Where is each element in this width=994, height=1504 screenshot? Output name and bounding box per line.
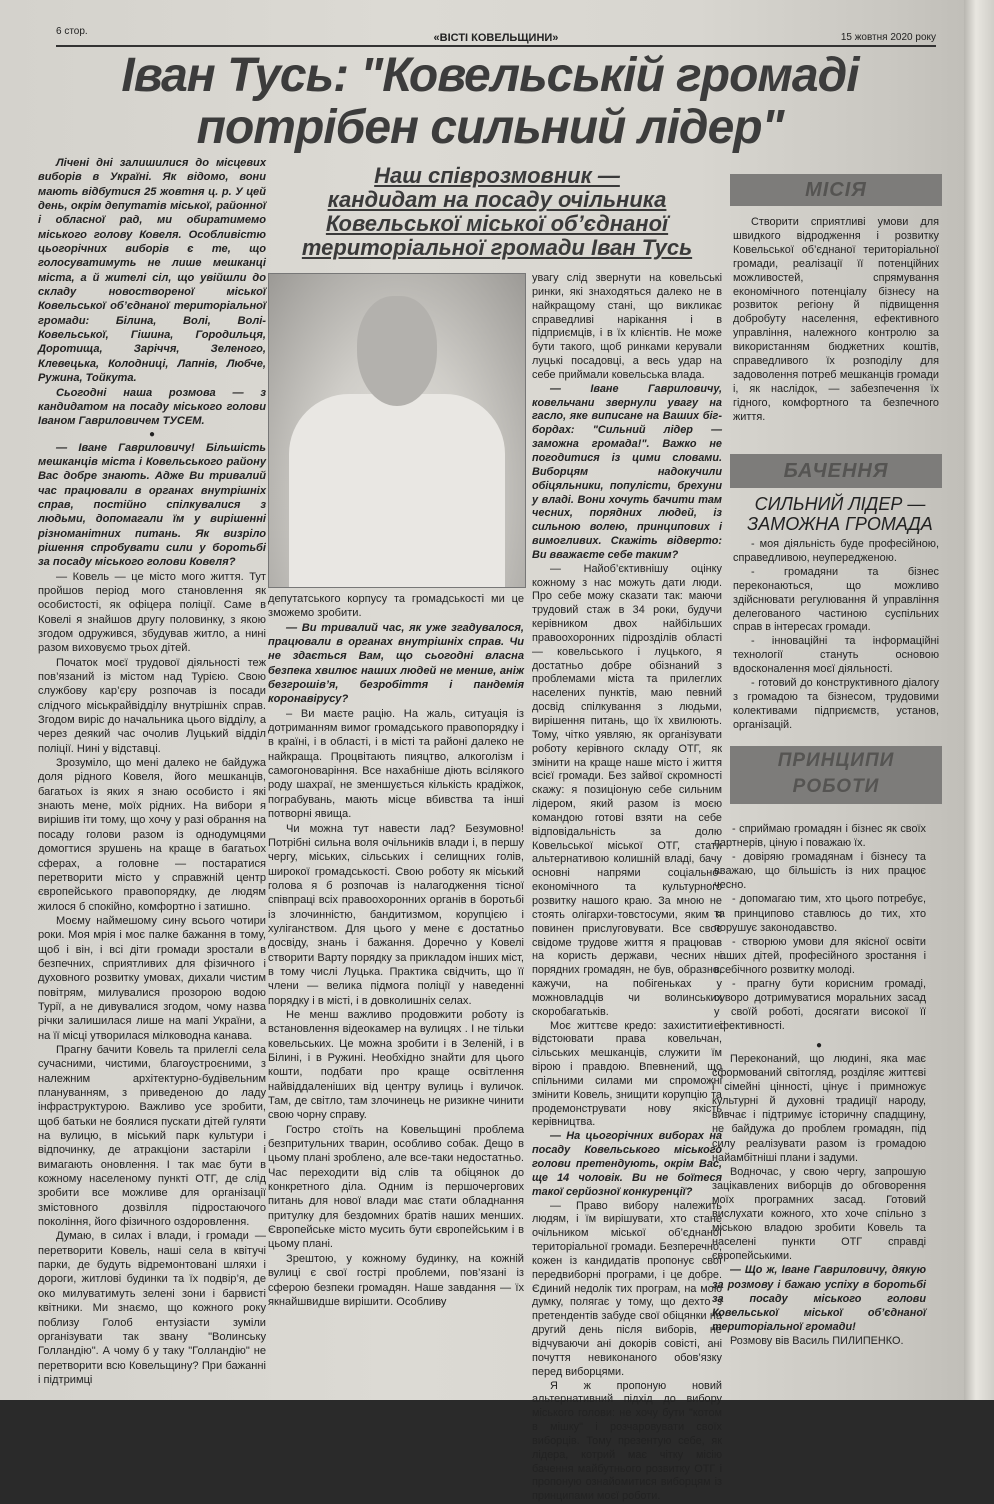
vision-item: - моя діяльність буде професійною, справедливою, неупередженою. (733, 538, 939, 566)
subhead-line-3: Ковельської міської об’єднаної (262, 212, 732, 236)
vision-title: БАЧЕННЯ (784, 460, 889, 482)
photo-figure-body (289, 394, 505, 587)
principles-title-line-2: РОБОТИ (730, 774, 942, 800)
paragraph: Переконаний, що людині, яка має сформований світогляд, розділяє життєві і сімейні цінності, цінує і примножує культурні й духовні традиції народу, вивчає і підтримує історичну спадщину, не байдужа до проблем громадян, під силу реалізувати разом із громадою найамбітніші плани і задуми. (712, 1052, 926, 1165)
vision-list (733, 538, 939, 733)
paragraph: депутатського корпусу та громадськості ми це зможемо зробити. (268, 592, 524, 621)
mission-text: Створити сприятливі умови для швидкого відродження і розвитку Ковельської об’єднаної територіальної громади, реалізації її потенційних можливостей, спрямування економічного потенціалу бізнесу на розвиток регіону й підвищення добробуту населення, ефективного управління, належного контролю за використанням бюджетних коштів, справедливого їх розподілу для задоволення потреб мешканців громади і, як наслідок, — забезпечення їх гідного, комфортного та безпечного життя. (733, 216, 939, 425)
bullet-separator: ● (712, 1040, 926, 1052)
photo-figure-head (357, 296, 437, 406)
column-2 (268, 592, 524, 1309)
paragraph: — Іване Гавриловичу! Більшість мешканців міста і Ковельського району Вас добре знають. Адже Ви тривалий час працювали в органах внутрішніх справ, постійно спілкувалися з людьми, допомагали їм у вирішенні різноманітних питань. Як визріло рішення спробувати сили у боротьбі за посаду міського голови Ковеля? (38, 441, 266, 570)
page-number: 6 стор. (56, 26, 88, 37)
principles-list (714, 822, 926, 1033)
paragraph: Лічені дні залишилися до місцевих виборів в Україні. Як відомо, вони мають відбутися 25 жовтня ц. р. У цей день, окрім депутатів міської, районної і обласної рад, ми обиратимемо міського голову Ковеля. Особливістю цьогорічних виборів є те, що голосуватимуть не лише мешканці міста, а й жителі сіл, що увійшли до складу новоствореної міської Ковельської об’єднаної територіальної громади: Білина, Волі, Волі-Ковельської, Гішина, Городильця, Доротища, Заріччя, Зеленого, Клевецька, Колодниці, Лапнів, Любче, Ружина, Тойкута. (38, 156, 266, 386)
article-headline (40, 50, 940, 154)
header-rule (56, 45, 936, 47)
page-header (56, 26, 936, 42)
paragraph: Початок моєї трудової діяльності теж пов’язаний із містом над Турією. Свою службову кар’єру розпочав із посади слідчого міськрайвідділу внутрішніх справ. Згодом виріс до начальника цього відділу, а через деякий час очолив Луцький відділ поліції. Нині у відставці. (38, 656, 266, 756)
paragraph: Сьогодні наша розмова — з кандидатом на посаду міського голови Іваном Гавриловичем ТУСЕМ. (38, 386, 266, 429)
article-subhead (262, 164, 732, 260)
subhead-line-1: Наш співрозмовник — (262, 164, 732, 188)
vision-item: - громадяни та бізнес переконаються, що можливо здійснювати регулювання й управління делегованого частиною суспільних справ в інтересах громади. (733, 566, 939, 636)
headline-line-1: Іван Тусь: "Ковельській громаді (40, 50, 940, 102)
paragraph: — Право вибору належить людям, і їм вирішувати, хто стане очільником міської об’єднаної територіальної громади. Безперечно, кожен із кандидатів пропонує свої передвиборні програми, і це добре. Єдиний недолік тих програм, на мою думку, полягає у тому, що дехто з претендентів забуде свої обіцянки на другий день після виборів, не відчуваючи ані докорів совісті, ані почуття невиконаного обов’язку перед виборцями. (532, 1200, 722, 1380)
paragraph: Водночас, у свою чергу, запрошую зацікавлених виборців до обговорення моїх програмних засад. Готовий вислухати кожного, хто хоче спільно з міською владою зробити Ковель та населені пункти ОТГ справді європейськими. (712, 1165, 926, 1264)
mission-title: МІСІЯ (805, 179, 867, 201)
principle-item: - допомагаю тим, хто цього потребує, та принципово ставлюсь до тих, хто порушує законодавство. (714, 892, 926, 934)
column-1 (38, 156, 266, 1387)
principle-item: - довіряю громадянам і бізнесу та вважаю, що більшість із них працює чесно. (714, 850, 926, 892)
subhead-line-2: кандидат на посаду очільника (262, 188, 732, 212)
paragraph: – Ви маєте рацію. На жаль, ситуація із дотриманням вимог громадського правопорядку і в країні, і в області, і в місті та районі далеко не найкраща. Процвітають пияцтво, алкоголізм і самогоноваріння. Все нахабніше діють всілякого роду шахраї, не зменшується кількість крадіжок, пограбувань, мають місце вбивства та інші потворні явища. (268, 707, 524, 822)
principle-item: - створюю умови для якісної освіти наших дітей, професійного зростання і всебічного розвитку молоді. (714, 935, 926, 977)
paragraph: Прагну бачити Ковель та прилеглі села сучасними, чистими, благоустроєними, з належним архітектурно-будівельним плануванням, з приведеною до ладу інфраструктурою. Важливо усе зробити, щоб батьки не боялися пускати дітей гуляти на вулицю, в міський парк культури і відпочинку, де атракціони застаріли і вимагають оновлення. І так має бути в кожному населеному пункті ОТГ, де слід зробити все можливе для організації змістовного дозвілля підростаючого покоління, його фізичного оздоровлення. (38, 1043, 266, 1229)
principles-title-line-1: ПРИНЦИПИ (730, 748, 942, 774)
vision-slogan-line-1: СИЛЬНИЙ ЛІДЕР — (735, 494, 945, 514)
closing-block (712, 1040, 926, 1348)
principle-item: - прагну бути корисним громаді, суворо дотримуватися моральних засад у своїй роботі, досягати високої її ефективності. (714, 977, 926, 1033)
page-fold (964, 0, 994, 1400)
paragraph: — Ковель — це місто мого життя. Тут пройшов період мого становлення як особистості, як офіцера поліції. Саме в Ковелі я знайшов другу половинку, з якою згодом одружився, збудував житло, а нині разом виховуємо трьох дітей. (38, 570, 266, 656)
paragraph: увагу слід звернути на ковельські ринки, які знаходяться далеко не в найкращому стані, що викликає справедливі нарікання і в підприємців, і в їх клієнтів. Не може бути такого, щоб ринками керували луцькі посадовці, а весь удар на себе приймали ковельська влада. (532, 272, 722, 383)
paragraph: — Що ж, Іване Гавриловичу, дякую за розмову і бажаю успіху в боротьбі за посаду міського голови Ковельської міської об’єднаної територіальної громади! (712, 1263, 926, 1333)
paragraph: Зрештою, у кожному будинку, на кожній вулиці є свої гострі проблеми, пов’язані із сферою безпеки громадян. Наше завдання — їх якнайшвидше вирішити. Особливу (268, 1252, 524, 1309)
paragraph: — Найоб’єктивнішу оцінку кожному з нас можуть дати люди. Про себе можу сказати так: маючи трудовий стаж в 34 роки, будучи керівником двох найбільших правоохоронних підрозділів області — ковельського і луцького, я достатньо добре обізнаний з проблемами міста та прилеглих населених пунктів, маю певний досвід спілкування з людьми, вирішення питань, що їх хвилюють. Тому, чітко уявляю, як організувати роботу керівного складу ОТГ, як змінити на краще наше місто і життя всієї громади. Без зайвої скромності скажу: я позиціоную себе сильним лідером, який разом із моєю командою готові взяти на себе відповідальність за долю Ковельської міської ОТГ, стати альтернативою колишній владі, бачу основні напрями соціально-економічного та культурного розвитку нашого краю. За мною не стоять олігархи-товстосуми, яким я повинен прислуговувати. Все своє свідоме трудове життя я працював на користь держави, чесних і порядних громадян, не був, образно, кажучи, на побігеньках у можновладців чи волинських скоробагатьків. (532, 563, 722, 1020)
issue-date: 15 жовтня 2020 року (841, 32, 936, 43)
paragraph: Моє життєве кредо: захистити і відстоювати права ковельчан, сільських мешканців, служити їм вірою і правдою. Впевнений, що спільними силами ми спроможні змінити Ковель, знищити корупцію та продемонструвати нову якість керівництва. (532, 1020, 722, 1131)
vision-slogan-line-2: ЗАМОЖНА ГРОМАДА (735, 514, 945, 534)
paragraph: Чи можна тут навести лад? Безумовно! Потрібні сильна воля очільників влади і, в першу чергу, міських, сільських і селищних голів, широкої громадськості. Свою роботу як міський голова я б розпочав із налагодження тісної співпраці всіх правоохоронних органів в боротьбі із злочинністю, бандитизмом, корупцією і хуліганством. Для цього у мене є достатньо досвіду, знань і бажання. Доречно у Ковелі створити Варту порядку за прикладом інших міст, в тому числі Луцька. Практика свідчить, що її члени — велика підмога поліції у наведенні порядку і в місті, і в довколишніх селах. (268, 822, 524, 1008)
paragraph: Гостро стоїть на Ковельщині проблема безпритульних тварин, особливо собак. Дещо в цьому плані зроблено, але все-таки недостатньо. Час переходити від слів та обіцянок до конкретного діла. Одним із першочергових питань для нової влади має стати обладнання притулку для бездомних братів наших менших. Європейське місто мусить бути європейським і в цьому плані. (268, 1123, 524, 1252)
candidate-photo (268, 273, 526, 588)
paragraph: Розмову вів Василь ПИЛИПЕНКО. (712, 1334, 926, 1348)
paragraph: Зрозуміло, що мені далеко не байдужа доля рідного Ковеля, його мешканців, багатьох із яких я знаю особисто і які знають мене, моїх рідних. На вибори я вирішив іти тому, що хочу у разі обрання на посаду голови разом із однодумцями домогтися зрушень на краще в багатьох сферах, а головне — постаратися перетворити місто у справжній центр європейського правопорядку, де людям жилося б спокійно, комфортно і затишно. (38, 756, 266, 914)
subhead-line-4: територіальної громади Іван Тусь (262, 236, 732, 260)
newspaper-name: «ВІСТІ КОВЕЛЬЩИНИ» (56, 32, 936, 44)
vision-section-bar (730, 454, 942, 488)
mission-text-block (733, 216, 939, 425)
paragraph: Думаю, в силах і влади, і громади — перетворити Ковель, наші села в квітучі парки, де будуть відремонтовані шляхи і дороги, житлові будинки та їх подвір’я, де око милуватимуть зелені зони і барвисті квітники. Ми знаємо, що кожного року поблизу Голоб ентузіасти зуміли організувати так звану "Волинську Голландію". А чому б у таку "Голландію" не перетворити всю Ковельщину? При бажанні і підтримці (38, 1229, 266, 1387)
principle-item: - сприймаю громадян і бізнес як своїх партнерів, ціную і поважаю їх. (714, 822, 926, 850)
paragraph: — Іване Гавриловичу, ковельчани звернули увагу на гасло, яке виписане на Ваших біг-бордах: "Сильний лідер — заможна громада!". Важко не погодитися із цими словами. Виборцям надокучили обіцяльники, популісти, брехуни у владі. Вони хочуть бачити там чесних, порядних людей, із сильною волею, принципових і вимогливих. Скажіть відверто: Ви вважаєте себе таким? (532, 383, 722, 563)
paragraph: Моєму наймешому сину всього чотири роки. Моя мрія і моє палке бажання в тому, щоб і він, і всі діти громади зростали в безпечних, сприятливих для фізичного і духовного розвитку умовах, дихали чистим повітрям, милувалися прозорою водою Турії, а не дивувалися згодом, чому назва річки залишилася лише на мапі України, а на її місці утворилася мілководна канава. (38, 914, 266, 1043)
vision-slogan (735, 494, 945, 534)
paragraph: — На цьогорічних виборах на посаду Ковельського міського голови претендують, окрім Вас, ще 14 чоловік. Ви не боїтеся такої серйозної конкуренції? (532, 1130, 722, 1199)
bullet-separator: ● (38, 429, 266, 441)
paragraph: — Ви тривалий час, як уже згадувалося, працювали в органах внутрішніх справ. Чи не здається Вам, що сьогодні власна безпека хвилює наших людей не менше, аніж безгрошів’я, безробіття і пандемія коронавірусу? (268, 621, 524, 707)
paragraph: Не менш важливо продовжити роботу із встановлення відеокамер на вулицях . І не тільки ковельських. Це можна зробити і в Зеленій, і в Білині, і в Ружині. Необхідно знайти для цього кошти, подбати про краще освітлення найвіддаленіших від центру вулиць і вуличок. Там, де світло, там злочинець не ризикне чинити свою чорну справу. (268, 1008, 524, 1123)
vision-item: - готовий до конструктивного діалогу з громадою та бізнесом, трудовими колективами підприємств, установ, організацій. (733, 677, 939, 733)
headline-line-2: потрібен сильний лідер" (40, 102, 940, 154)
paragraph: Я ж пропоную новий альтернативний підхід до вибору міського голови: не хочу бути "котом в мішку" і розчаровувати своїх виборців. Тому презентую себе, як лідера, котрий має чітку місію бачення майбутнього розвитку ОТГ і пропоную ознайомитися виборцям із принципами моєї роботи. (532, 1380, 722, 1504)
principles-section-bar (730, 746, 942, 804)
mission-section-bar (730, 174, 942, 206)
column-3 (532, 272, 722, 1504)
vision-item: - інноваційні та інформаційні технології стануть основою вдосконалення моєї діяльності. (733, 635, 939, 677)
